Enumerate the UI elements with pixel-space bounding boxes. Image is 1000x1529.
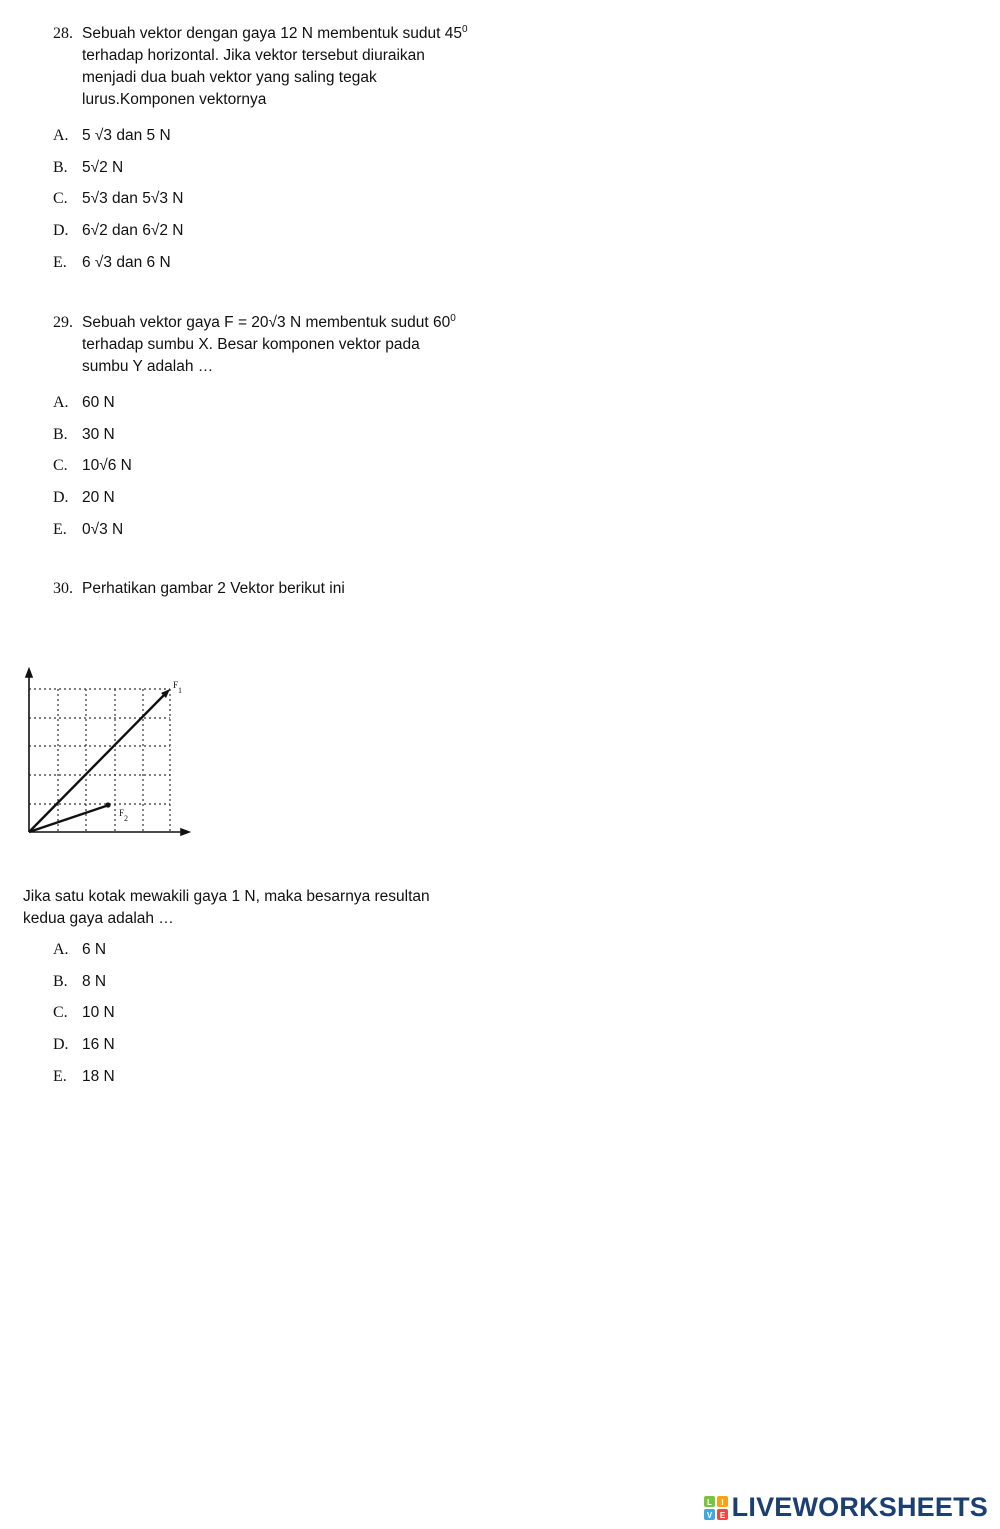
question-stem: [53, 312, 513, 378]
question-number: 28.: [53, 25, 73, 42]
options-list: [53, 934, 513, 1093]
svg-text:E: E: [719, 1510, 725, 1520]
question-29: [53, 312, 513, 546]
question-stem: [53, 578, 513, 600]
option-d[interactable]: D. 16 N: [53, 1036, 115, 1054]
question-text: Perhatikan gambar 2 Vektor berikut ini: [82, 580, 345, 597]
option-c[interactable]: C. 10√6 N: [53, 457, 132, 475]
option-b[interactable]: B. 5√2 N: [53, 158, 124, 176]
question-30-stem: Jika satu kotak mewakili gaya 1 N, maka besarnya resultan kedua gaya adalah …: [23, 888, 430, 927]
vector-f1: [29, 689, 170, 832]
option-b[interactable]: B. 8 N: [53, 972, 107, 990]
option-d[interactable]: D. 20 N: [53, 489, 115, 507]
question-30: [53, 578, 513, 600]
option-a[interactable]: A. 5 √3 dan 5 N: [53, 126, 171, 144]
question-number: 29.: [53, 314, 73, 331]
option-c[interactable]: C. 5√3 dan 5√3 N: [53, 190, 184, 208]
svg-text:V: V: [706, 1510, 712, 1520]
options-list: [53, 120, 513, 279]
option-a[interactable]: A. 60 N: [53, 393, 115, 411]
f1-label: F1: [173, 680, 183, 695]
question-text: Sebuah vektor gaya F = 20√3 N membentuk sudut $60^0$ terhadap sumbu X. Besar komponen vektor pada sumbu Y adalah …: [82, 312, 456, 375]
x-axis-arrow-icon: [181, 829, 189, 835]
option-e[interactable]: E. 0√3 N: [53, 521, 124, 539]
y-axis-arrow-icon: [26, 669, 32, 677]
option-e[interactable]: E. 18 N: [53, 1068, 115, 1086]
svg-text:I: I: [721, 1497, 724, 1507]
logo-grid-icon: [704, 1496, 728, 1520]
options-list: [53, 387, 513, 546]
option-e[interactable]: E. 6 √3 dan 6 N: [53, 254, 171, 272]
vector-diagram: [20, 666, 200, 847]
question-text: Sebuah vektor dengan gaya 12 N membentuk sudut $45^0$ terhadap horizontal. Jika vektor tersebut diuraikan menjadi dua buah vektor yang saling tegak lurus.Komponen vektornya: [82, 23, 468, 108]
f2-label: F2: [119, 808, 129, 823]
question-30-options: [53, 934, 513, 1093]
vector-f2: [29, 802, 111, 832]
question-stem: [53, 23, 513, 111]
option-a[interactable]: A. 6 N: [53, 940, 107, 958]
option-d[interactable]: D. 6√2 dan 6√2 N: [53, 222, 184, 240]
option-b[interactable]: B. 30 N: [53, 425, 115, 443]
svg-text:L: L: [706, 1497, 712, 1507]
option-c[interactable]: C. 10 N: [53, 1004, 115, 1022]
liveworksheets-logo: [704, 1492, 988, 1523]
question-number: 30.: [53, 580, 73, 597]
vector-grid-figure: [20, 666, 200, 842]
question-28: [53, 23, 513, 279]
logo-text: LIVEWORKSHEETS: [731, 1492, 988, 1522]
